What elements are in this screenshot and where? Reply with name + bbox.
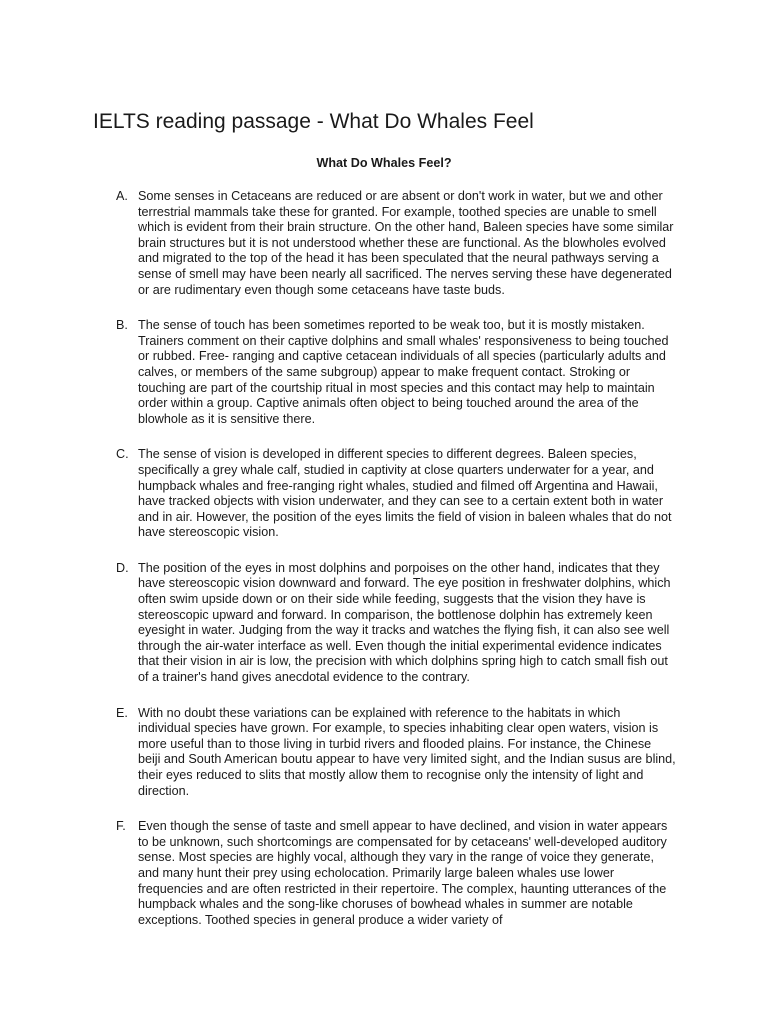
section-d <box>116 561 676 686</box>
section-text: With no doubt these variations can be explained with reference to the habitats in which individual species have grown. For example, to species inhabiting clear open waters, vision is more useful than to those living in turbid rivers and flooded plains. For instance, the Chinese beiji and South American boutu appear to have very limited sight, and the Indian susus are blind, their eyes reduced to slits that mostly allow them to recognise only the intensity of light and direction. <box>138 705 676 798</box>
section-letter: F. <box>116 819 126 834</box>
section-b <box>116 318 676 427</box>
section-letter: A. <box>116 189 128 203</box>
section-f <box>116 819 676 928</box>
section-letter: B. <box>116 318 128 333</box>
section-text: The sense of vision is developed in different species to different degrees. Baleen species, specifically a grey whale calf, studied in captivity at close quarters underwater for a year, and humpback whales and free-ranging right whales, studied and filmed off Argentina and Hawaii, have tracked objects with vision underwater, and they can see to a certain extent both in water and in air. However, the position of the eyes limits the field of vision in baleen whales that do not have stereoscopic vision. <box>138 447 672 540</box>
section-a <box>116 189 676 298</box>
section-letter: D. <box>116 560 129 575</box>
section-c <box>116 447 676 541</box>
passage-sections <box>116 189 676 948</box>
section-text: Some senses in Cetaceans are reduced or are absent or don't work in water, but we and other terrestrial mammals take these for granted. For example, toothed species are unable to smell which is evident from their brain structure. On the other hand, Baleen species have some similar brain structures but it is not understood whether these are functional. As the blowholes evolved and migrated to the top of the head it has been speculated that the neural pathways serving a sense of smell may have been nearly all sacrificed. The nerves serving these have degenerated or are rudimentary even though some cetaceans have taste buds. <box>138 189 674 297</box>
section-text: The sense of touch has been sometimes reported to be weak too, but it is mostly mistaken. Trainers comment on their captive dolphins and small whales' responsiveness to being touched or rubbed. Free- ranging and captive cetacean individuals of all species (particularly adults and calves, or members of the same subgroup) appear to make frequent contact. Stroking or touching are part of the courtship ritual in most species and this contact may help to maintain order within a group. Captive animals often object to being touched around the area of the blowhole as it is sensitive there. <box>138 318 669 426</box>
section-letter: C. <box>116 447 129 462</box>
passage-title: What Do Whales Feel? <box>316 156 452 170</box>
section-text: Even though the sense of taste and smell appear to have declined, and vision in water appears to be unknown, such shortcomings are compensated for by cetaceans' well-developed auditory sense. Most species are highly vocal, although they vary in the range of voice they generate, and many hunt their prey using echolocation. Primarily large baleen whales use lower frequencies and are often restricted in their repertoire. The complex, haunting utterances of the humpback whales and the song-like choruses of bowhead whales in summer are notable exceptions. Toothed species in general produce a wider variety of <box>138 819 668 927</box>
section-letter: E. <box>116 705 128 720</box>
section-text: The position of the eyes in most dolphins and porpoises on the other hand, indicates that they have stereoscopic vision downward and forward. The eye position in freshwater dolphins, which often swim upside down or on their side while feeding, suggests that the vision they have is stereoscopic upward and forward. In comparison, the bottlenose dolphin has extremely keen eyesight in water. Judging from the way it tracks and watches the flying fish, it can also see well through the air-water interface as well. Even though the initial experimental evidence indicates that their vision in air is low, the precision with which dolphins spring high to catch small fish out of a trainer's hand gives anecdotal evidence to the contrary. <box>138 560 671 685</box>
section-e <box>116 706 676 800</box>
document-title: IELTS reading passage - What Do Whales Feel <box>93 110 534 133</box>
